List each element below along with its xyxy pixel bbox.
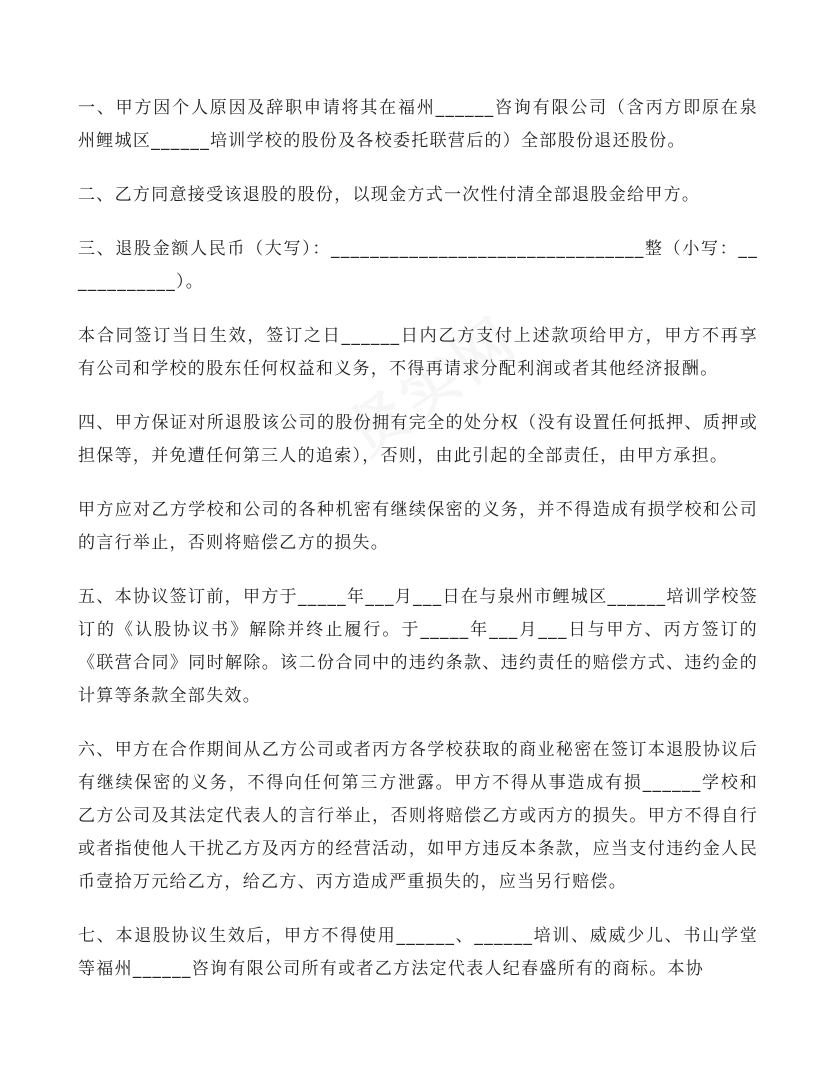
clause-1: 一、甲方因个人原因及辞职申请将其在福州______咨询有限公司（含丙方即原在泉州鲤城区______培训学校的股份及各校委托联营后的）全部股份退还股份。 — [78, 98, 758, 151]
clause-3-amount: 三、退股金额人民币（大写）：________________________________整（小写：____________）。 — [78, 239, 758, 292]
clause-5: 五、本协议签订前，甲方于_____年___月___日在与泉州市鲤城区______培训学校签订的《认股协议书》解除并终止履行。于_____年___月___日与甲方、丙方签订的《联营合同》同时解除。该二份合同中的违约条款、违约责任的赔偿方式、违约金的计算等条款全部失效。 — [78, 587, 758, 706]
clause-6: 六、甲方在合作期间从乙方公司或者丙方各学校获取的商业秘密在签订本退股协议后有继续保密的义务，不得向任何第三方泄露。甲方不得从事造成有损______学校和乙方公司及其法定代表人的言行举止，否则将赔偿乙方或丙方的损失。甲方不得自行或者指使他人干扰乙方及丙方的经营活动，如甲方违反本条款，应当支付违约金人民币壹拾万元给乙方，给乙方、丙方造成严重损失的，应当另行赔偿。 — [78, 740, 758, 892]
clause-2: 二、乙方同意接受该退股的股份，以现金方式一次性付清全部退股金给甲方。 — [78, 185, 701, 205]
document-body — [78, 92, 758, 1007]
clause-7: 七、本退股协议生效后，甲方不得使用______、______培训、威威少儿、书山学堂等福州______咨询有限公司所有或者乙方法定代表人纪春盛所有的商标。本协 — [78, 926, 758, 979]
clause-confidentiality: 甲方应对乙方学校和公司的各种机密有继续保密的义务，并不得造成有损学校和公司的言行举止，否则将赔偿乙方的损失。 — [78, 500, 758, 553]
clause-effective-date: 本合同签订当日生效，签订之日______日内乙方支付上述款项给甲方，甲方不再享有公司和学校的股东任何权益和义务，不得再请求分配利润或者其他经济报酬。 — [78, 326, 758, 379]
clause-4: 四、甲方保证对所退股该公司的股份拥有完全的处分权（没有设置任何抵押、质押或担保等，并免遭任何第三人的追索），否则，由此引起的全部责任，由甲方承担。 — [78, 413, 758, 466]
